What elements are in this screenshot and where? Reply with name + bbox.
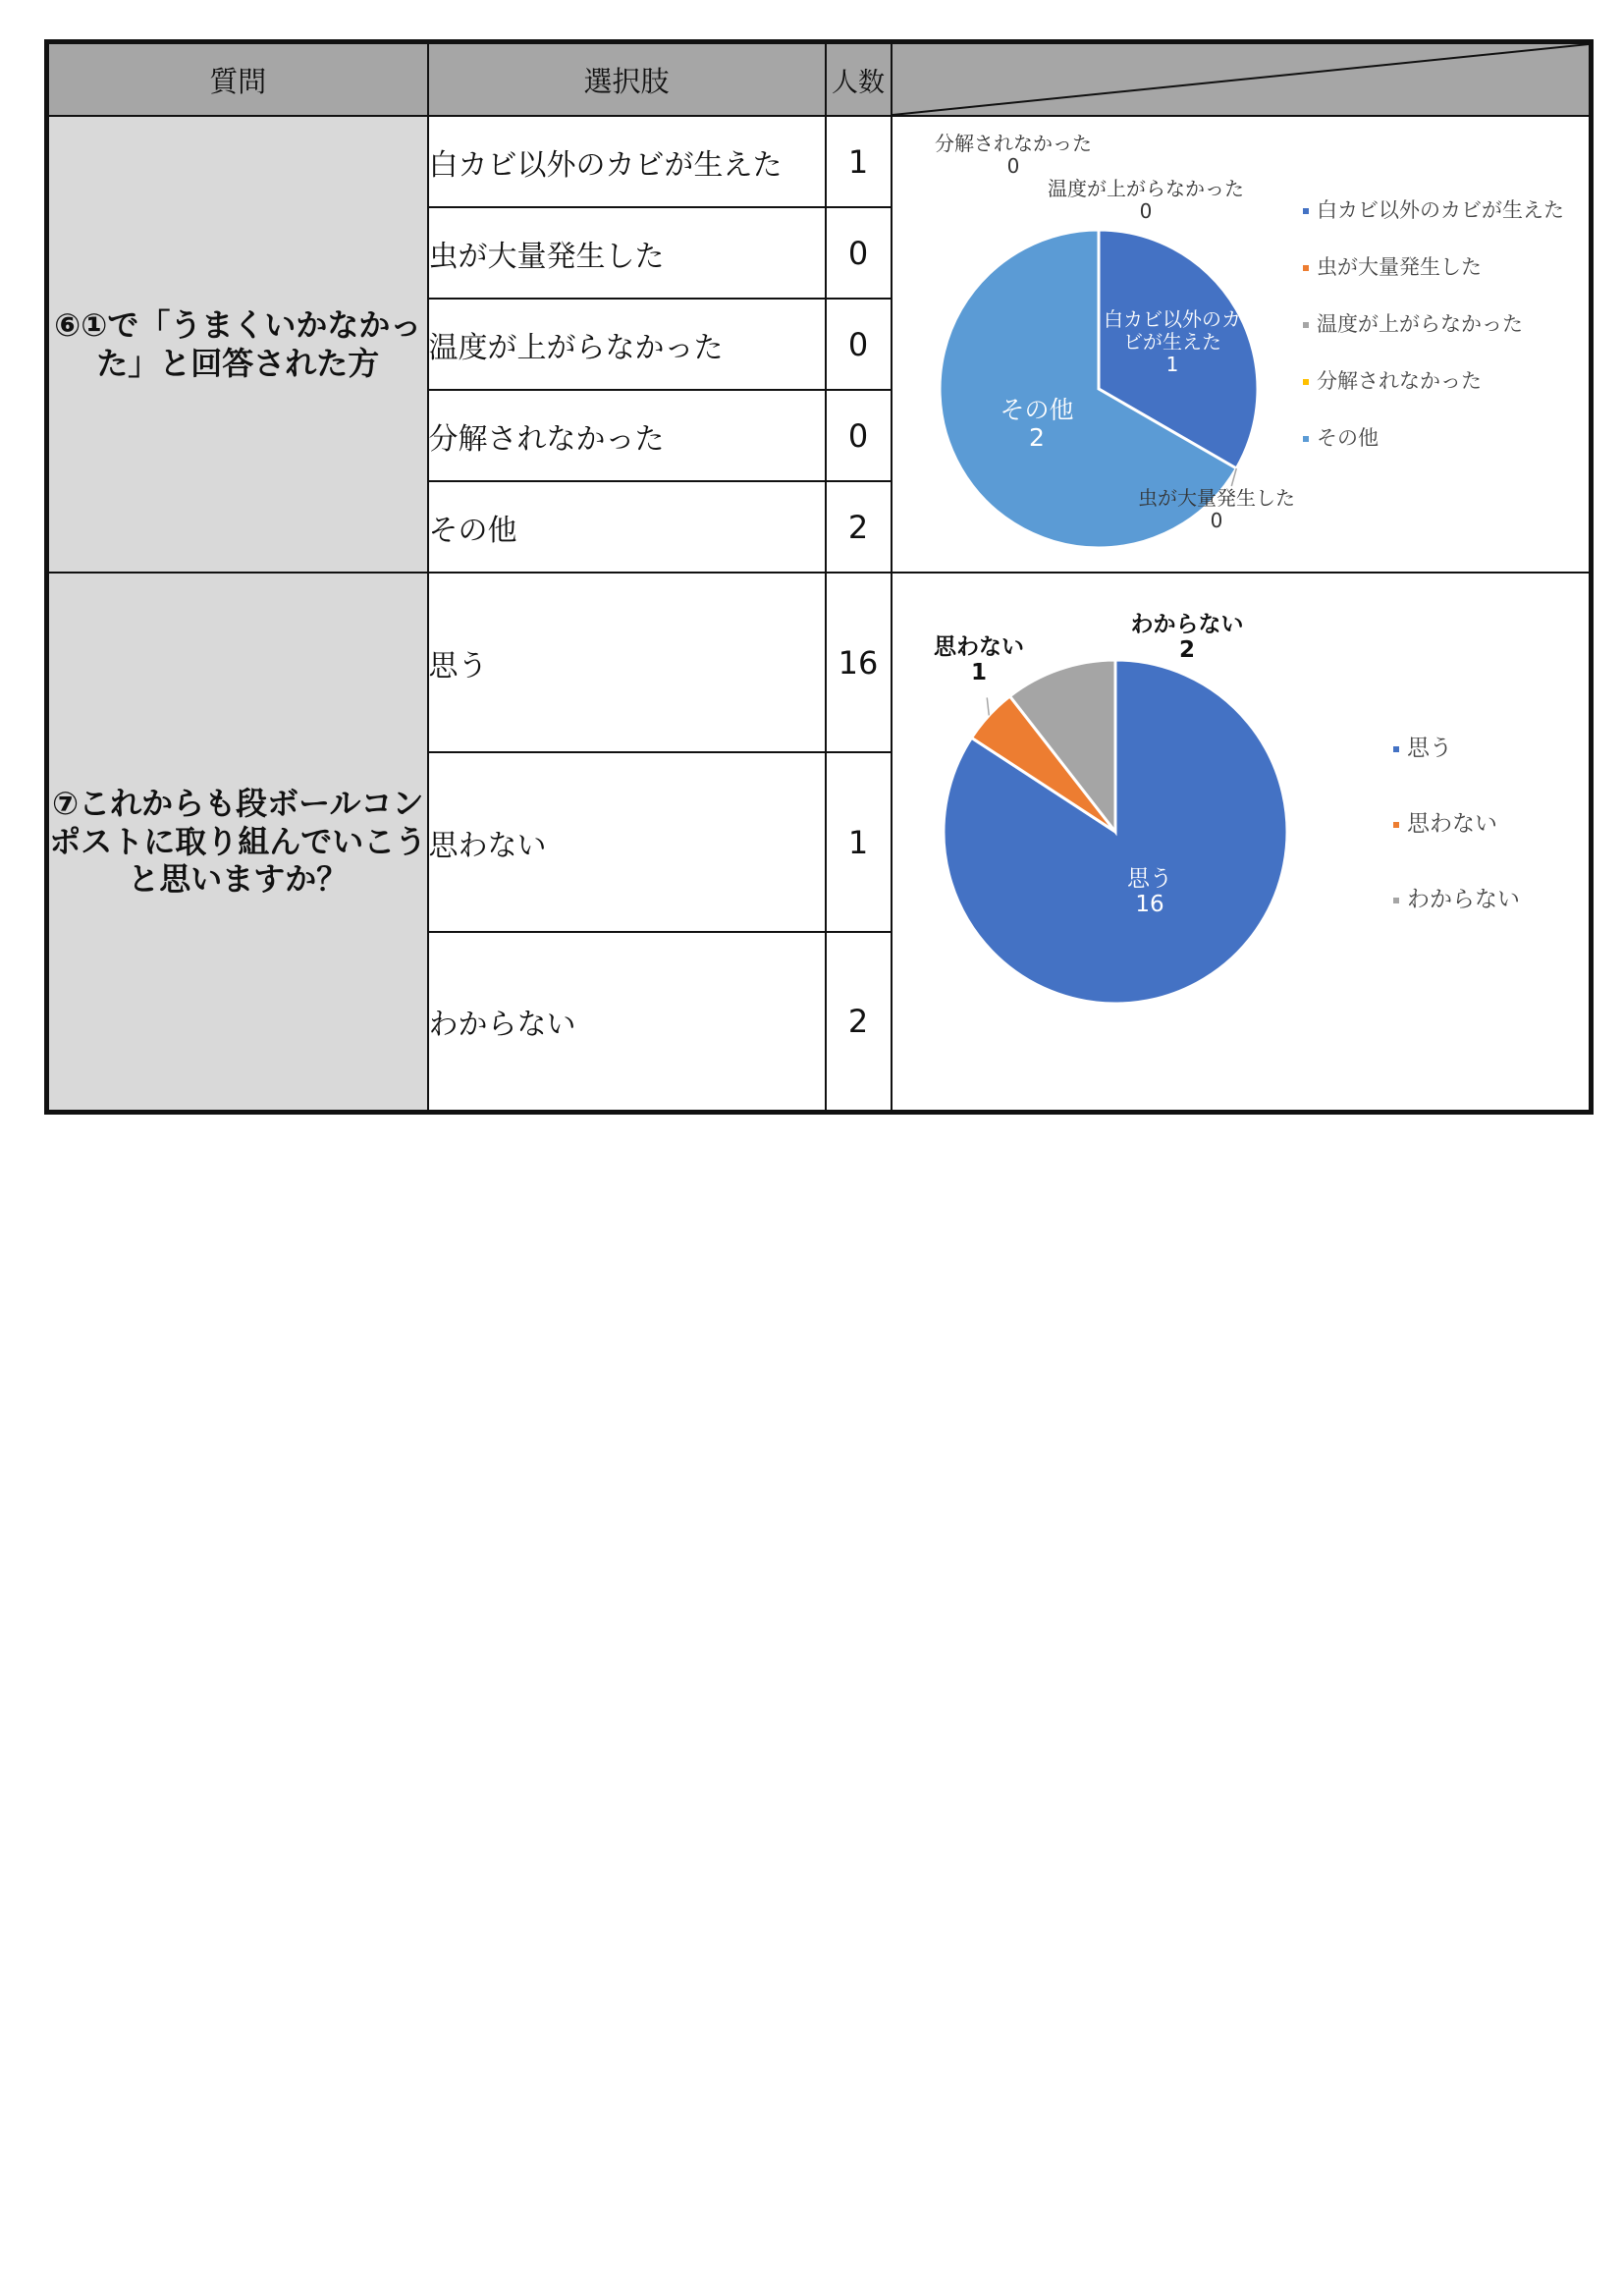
section-1-pie-chart	[893, 117, 1589, 568]
pie-data-label: 0	[1139, 199, 1152, 223]
section-1-count-1: 1	[826, 116, 892, 207]
section-1-choice-5: その他	[428, 481, 826, 573]
pie-data-label: 0	[1006, 154, 1019, 178]
pie-data-label: 1	[1165, 353, 1178, 376]
legend-swatch	[1303, 208, 1309, 214]
header-row	[47, 42, 1592, 117]
section-2-count-3: 2	[826, 932, 892, 1112]
section-2-count-1: 16	[826, 573, 892, 752]
leader-line	[987, 697, 989, 715]
section-2-chart-cell	[892, 573, 1592, 1112]
section-1-chart-cell	[892, 116, 1592, 573]
section-2-choice-1: 思う	[428, 573, 826, 752]
survey-table	[44, 39, 1594, 1115]
section-1-count-5: 2	[826, 481, 892, 573]
legend-entry: 分解されなかった	[1316, 369, 1482, 393]
pie-data-label: 思わない	[933, 634, 1024, 660]
legend-swatch	[1303, 436, 1309, 442]
section-1-count-3: 0	[826, 299, 892, 390]
header-count: 人数	[826, 42, 892, 117]
section-2-count-2: 1	[826, 752, 892, 932]
legend-entry: 思わない	[1406, 811, 1497, 837]
header-choice: 選択肢	[428, 42, 826, 117]
legend-swatch	[1303, 379, 1309, 385]
legend-swatch	[1393, 898, 1399, 903]
pie-data-label: 2	[1028, 423, 1045, 452]
section-2-choice-2: 思わない	[428, 752, 826, 932]
legend-entry: 温度が上がらなかった	[1316, 312, 1523, 336]
pie-data-label: 0	[1210, 509, 1222, 532]
section-2-choice-3: わからない	[428, 932, 826, 1112]
section-1-choice-1: 白カビ以外のカビが生えた	[428, 116, 826, 207]
pie-data-label: 1	[970, 660, 987, 685]
pie-data-label: その他	[999, 396, 1074, 424]
section-1-choice-4: 分解されなかった	[428, 390, 826, 481]
section-1-choice-3: 温度が上がらなかった	[428, 299, 826, 390]
pie-data-label: 虫が大量発生した	[1137, 486, 1295, 510]
legend-entry: わからない	[1406, 887, 1520, 912]
legend-swatch	[1393, 822, 1399, 828]
section-2-question: ⑦これからも段ボールコンポストに取り組んでいこうと思いますか？	[47, 573, 428, 1112]
pie-data-label: わからない	[1130, 612, 1243, 637]
legend-swatch	[1303, 265, 1309, 271]
section-1-row-1	[47, 116, 1592, 207]
pie-data-label: 白カビ以外のカ	[1103, 307, 1241, 331]
section-2-row-1	[47, 573, 1592, 752]
legend-swatch	[1393, 746, 1399, 752]
header-question: 質問	[47, 42, 428, 117]
legend-swatch	[1303, 322, 1309, 328]
pie-data-label: 温度が上がらなかった	[1047, 177, 1244, 200]
legend-entry: 虫が大量発生した	[1316, 255, 1482, 279]
legend-entry: 思う	[1406, 736, 1452, 761]
legend-entry: その他	[1316, 426, 1379, 450]
pie-data-label: 2	[1178, 637, 1195, 663]
pie-data-label: 16	[1134, 892, 1164, 917]
section-1-question: ⑥①で「うまくいかなかった」と回答された方	[47, 116, 428, 573]
pie-data-label: 分解されなかった	[934, 132, 1092, 155]
section-1-choice-2: 虫が大量発生した	[428, 207, 826, 299]
section-2-pie-chart	[893, 574, 1589, 1109]
header-diagonal-cell	[892, 42, 1592, 117]
diagonal-line	[893, 44, 1590, 115]
pie-data-label: 思う	[1126, 866, 1172, 892]
section-1-count-2: 0	[826, 207, 892, 299]
pie-data-label: ビが生えた	[1122, 330, 1221, 354]
section-1-count-4: 0	[826, 390, 892, 481]
legend-entry: 白カビ以外のカビが生えた	[1316, 198, 1564, 222]
